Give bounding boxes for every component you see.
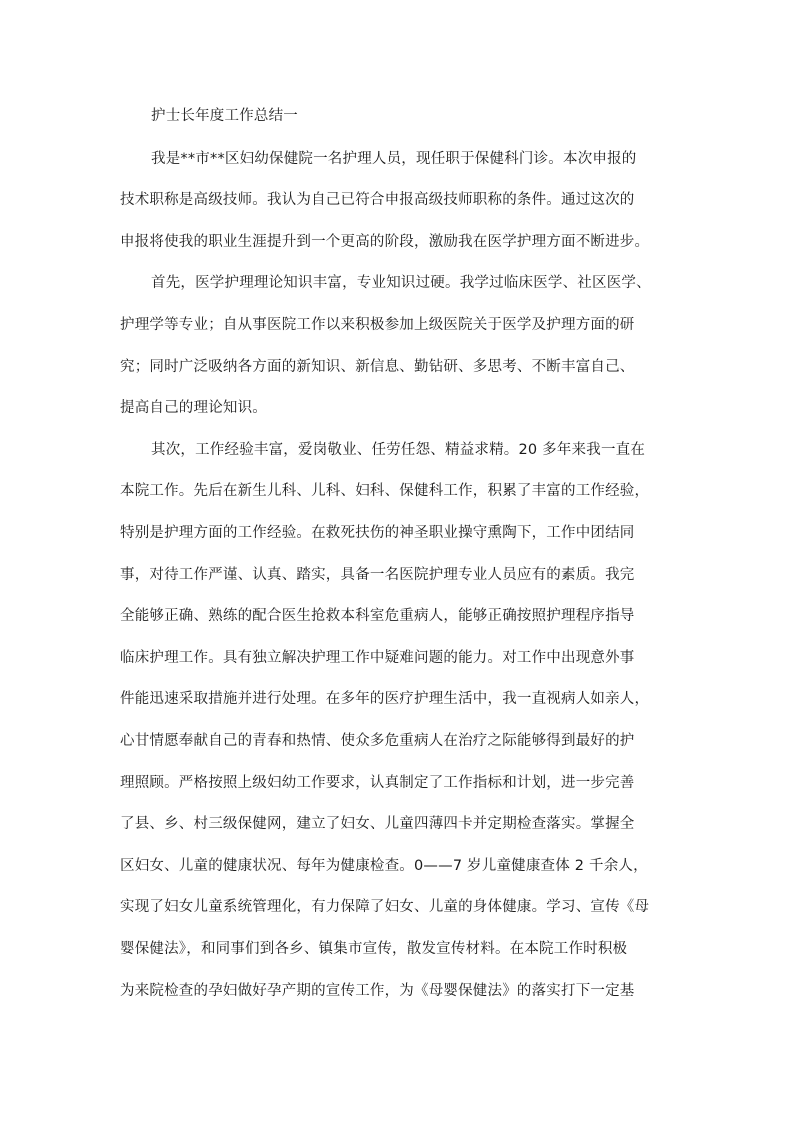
paragraph-line: 实现了妇女儿童系统管理化，有力保障了妇女、儿童的身体健康。学习、宣传《母 [120, 899, 650, 915]
paragraph-line: 事，对待工作严谨、认真、踏实，具备一名医院护理专业人员应有的素质。我完 [120, 567, 635, 583]
paragraph-line: 我是**市**区妇幼保健院一名护理人员，现任职于保健科门诊。本次申报的 [151, 151, 637, 167]
paragraph-line: 了县、乡、村三级保健网，建立了妇女、儿童四薄四卡并定期检查落实。掌握全 [120, 816, 635, 832]
paragraph-line: 技术职称是高级技师。我认为自己已符合申报高级技师职称的条件。通过这次的 [120, 192, 635, 208]
paragraph-line: 婴保健法》，和同事们到各乡、镇集市宣传，散发宣传材料。在本院工作时积极 [120, 941, 628, 957]
paragraph-line: 件能迅速采取措施并进行处理。在多年的医疗护理生活中，我一直视病人如亲人， [120, 691, 650, 707]
paragraph-line: 临床护理工作。具有独立解决护理工作中疑难问题的能力。对工作中出现意外事 [120, 650, 635, 666]
document-title: 护士长年度工作总结一 [151, 108, 298, 124]
paragraph-line: 首先，医学护理理论知识丰富，专业知识过硬。我学过临床医学、社区医学、 [151, 275, 651, 291]
paragraph-line: 特别是护理方面的工作经验。在救死扶伤的神圣职业操守熏陶下，工作中团结同 [120, 525, 635, 541]
paragraph-line: 护理学等专业；自从事医院工作以来积极参加上级医院关于医学及护理方面的研 [120, 317, 635, 333]
paragraph-line: 究；同时广泛吸纳各方面的新知识、新信息、勤钻研、多思考、不断丰富自己、 [120, 359, 635, 375]
paragraph-line: 其次，工作经验丰富，爱岗敬业、任劳任怨、精益求精。20 多年来我一直在 [151, 442, 646, 458]
paragraph-line: 本院工作。先后在新生儿科、儿科、妇科、保健科工作，积累了丰富的工作经验， [120, 483, 650, 499]
paragraph-line: 心甘情愿奉献自己的青春和热情、使众多危重病人在治疗之际能够得到最好的护 [120, 733, 635, 749]
paragraph-line: 理照顾。严格按照上级妇幼工作要求，认真制定了工作指标和计划，进一步完善 [120, 775, 635, 791]
paragraph-line: 申报将使我的职业生涯提升到一个更高的阶段，激励我在医学护理方面不断进步。 [120, 234, 650, 250]
paragraph-line: 提高自己的理论知识。 [120, 400, 267, 416]
paragraph-line: 区妇女、儿童的健康状况、每年为健康检查。0——7 岁儿童健康查体 2 千余人， [120, 858, 648, 874]
paragraph-line: 为来院检查的孕妇做好孕产期的宣传工作，为《母婴保健法》的落实打下一定基 [120, 983, 635, 999]
paragraph-line: 全能够正确、熟练的配合医生抢救本科室危重病人，能够正确按照护理程序指导 [120, 608, 635, 624]
